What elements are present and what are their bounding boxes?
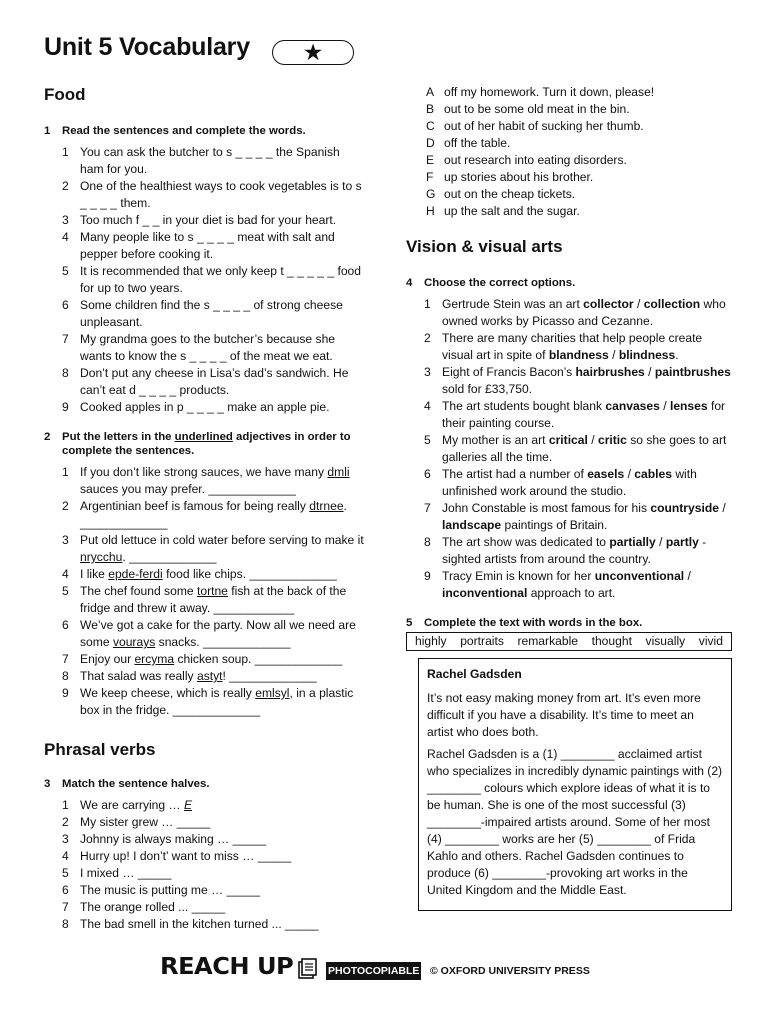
item-text-part: . _____________ [80,499,347,530]
ending-letter: H [426,204,435,218]
item-text-part: who owned works by Picasso and Cezanne. [442,297,726,328]
item-number: 4 [62,849,69,863]
list-item [44,651,366,668]
item-number: 8 [424,535,431,549]
option-b: cables [634,467,672,481]
item-text-part: with unfinished work around the studio. [442,467,697,498]
ending-text: out on the cheap tickets. [444,187,576,201]
list-item [406,534,736,568]
exercise-2-instruction [44,430,366,458]
item-text [80,797,366,814]
option-a: unconventional [594,569,685,583]
item-text-part: . [675,348,679,362]
ending-item [406,135,736,152]
item-number: 3 [424,365,431,379]
exercise-5-instruction [406,616,736,630]
option-separator: / [644,365,655,379]
word-box-word: portraits [460,634,504,648]
word-box-word: vivid [698,634,723,648]
item-text-part: Tracy Emin is known for her [442,569,595,583]
item-text [80,566,366,583]
item-text-part: Argentinian beef is famous for being really [80,499,310,513]
item-number: 9 [62,686,69,700]
item-text-part: Enjoy our [80,652,135,666]
item-text: You can ask the butcher to s _ _ _ _ the Spanish ham for you. [80,145,340,176]
list-item [406,364,736,398]
item-number: 3 [62,533,69,547]
anagram-word: ercyma [134,652,175,666]
item-text-part: The music is putting me … _____ [80,883,261,897]
list-item [44,848,366,865]
exercise-number: 1 [44,125,51,137]
reach-up-logo: REACH UP [160,954,294,980]
list-item [44,583,366,617]
item-text-part: John Constable is most famous for his [442,501,651,515]
item-number: 2 [62,815,69,829]
item-number: 5 [424,433,431,447]
item-text [442,500,736,534]
item-text [80,685,366,719]
word-box-word: thought [591,634,632,648]
option-separator: / [718,501,726,515]
item-text-part: We’ve got a cake for the party. Now all we need are some [80,618,356,649]
item-text-part: Put old lettuce in cold water before serving to make it [80,533,364,547]
ending-letter: A [426,85,435,99]
list-item [406,398,736,432]
item-text [442,398,736,432]
item-text-part: That salad was really [80,669,197,683]
item-text-part: Eight of Francis Bacon’s [442,365,576,379]
item-text-part: fish at the back of the fridge and threw it away. ____________ [80,584,347,615]
option-a: collector [583,297,634,311]
exercise-number: 5 [406,617,413,629]
option-b: collection [643,297,701,311]
item-number: 7 [62,652,69,666]
item-text [442,466,736,500]
item-text-part: sold for £33,750. [442,382,533,396]
exercise-4-list [406,296,736,602]
ending-text: up stories about his brother. [444,170,594,184]
item-text-part: I like [80,567,109,581]
ending-item [406,101,736,118]
item-number: 4 [62,567,69,581]
item-number: 7 [62,900,69,914]
exercise-1-list [44,144,366,416]
item-text [442,296,736,330]
list-item [406,330,736,364]
list-item [44,882,366,899]
item-text [80,848,366,865]
item-number: 1 [62,465,69,479]
list-item [406,500,736,534]
item-text [80,831,366,848]
item-text: One of the healthiest ways to cook vegetables is to s _ _ _ _ them. [80,179,362,210]
page-title: Unit 5 Vocabulary [44,33,250,61]
item-text-part: My sister grew … _____ [80,815,211,829]
item-text-part: The orange rolled ... _____ [80,900,226,914]
item-text: Cooked apples in p _ _ _ _ make an apple pie. [80,400,330,414]
instruction-text: Complete the text with words in the box. [424,617,643,629]
item-text [80,498,366,532]
list-item [44,297,366,331]
item-text [442,534,736,568]
list-item [406,432,736,466]
item-text-part: The chef found some [80,584,197,598]
instruction-part-underlined: underlined [174,431,233,443]
item-text [442,568,736,602]
notebook-icon [296,958,318,980]
item-text-part: approach to art. [527,586,616,600]
item-number: 5 [62,584,69,598]
left-column [44,80,366,933]
item-text-part: The art show was dedicated to [442,535,610,549]
item-number: 8 [62,366,69,380]
item-text [80,464,366,498]
item-number: 9 [62,400,69,414]
word-box-word: highly [415,634,447,648]
item-text-part: There are many charities that help people create visual art in spite of [442,331,703,362]
list-item [44,831,366,848]
list-item [44,865,366,882]
instruction-part: adjectives in order to complete the sentences. [62,431,351,457]
item-text-part: chicken soup. _____________ [174,652,343,666]
list-item [44,365,366,399]
list-item [406,296,736,330]
item-text [80,532,366,566]
item-text-part: Gertrude Stein was an art [442,297,584,311]
ending-item [406,203,736,220]
option-separator: / [655,535,666,549]
item-text [80,899,366,916]
section-heading-food: Food [44,85,86,104]
ending-text: off my homework. Turn it down, please! [444,85,655,99]
list-item [44,263,366,297]
ending-item [406,118,736,135]
item-number: 8 [62,669,69,683]
ending-letter: F [426,170,434,184]
list-item [44,814,366,831]
item-number: 2 [62,499,69,513]
instruction-part: Put the letters in the [62,431,175,443]
item-number: 6 [62,883,69,897]
exercise-3-endings [406,84,736,220]
item-text-part: If you don’t like strong sauces, we have many [80,465,328,479]
list-item [44,532,366,566]
option-separator: / [659,399,670,413]
item-text-part: so she goes to art galleries all the time. [442,433,727,464]
item-text-part: The bad smell in the kitchen turned ... _____ [80,917,319,931]
item-text-part: We keep cheese, which is really [80,686,256,700]
item-text: Don’t put any cheese in Lisa’s dad’s sandwich. He can’t eat d _ _ _ _ products. [80,366,349,397]
option-a: critical [548,433,588,447]
option-b: lenses [669,399,708,413]
item-number: 5 [62,264,69,278]
instruction-text: Read the sentences and complete the words. [62,125,306,137]
item-text-part: The art students bought blank [442,399,606,413]
option-separator: / [608,348,619,362]
item-text [442,364,736,398]
list-item [44,685,366,719]
ending-text: out of her habit of sucking her thumb. [444,119,644,133]
item-text-part: ! _____________ [222,669,317,683]
list-item [44,899,366,916]
list-item [44,797,366,814]
ending-item [406,169,736,186]
item-number: 5 [62,866,69,880]
option-b: paintbrushes [654,365,731,379]
ending-item [406,84,736,101]
ending-item [406,186,736,203]
item-text: Some children find the s _ _ _ _ of strong cheese unpleasant. [80,298,343,329]
ending-letter: D [426,136,435,150]
word-box-word: visually [645,634,686,648]
exercise-number: 3 [44,778,51,790]
anagram-word: dmli [327,465,350,479]
list-item [44,144,366,178]
item-number: 2 [62,179,69,193]
item-text [80,882,366,899]
ending-item [406,152,736,169]
list-item [44,399,366,416]
item-text: Many people like to s _ _ _ _ meat with salt and pepper before cooking it. [80,230,335,261]
item-text-part: sauces you may prefer. _____________ [80,482,296,496]
list-item [44,212,366,229]
item-text-part: We are carrying … [80,798,184,812]
item-number: 2 [424,331,431,345]
option-b: landscape [442,518,502,532]
anagram-word: tortne [196,584,228,598]
ending-letter: G [426,187,436,201]
text-paragraph-1: It’s not easy making money from art. It’s even more difficult if you have a disability. It’s time to meet an artist who does both. [427,691,701,739]
item-number: 7 [424,501,431,515]
ending-letter: C [426,119,435,133]
option-separator: / [587,433,598,447]
text-paragraph-2: Rachel Gadsden is a (1) ________ acclaimed artist who specializes in incredibly dynamic paintings with (2) ________ colours which explore ideas of what it is to be human. She is one of the most successful (3) ________-impaired artists around. Some of her most (4) ________ works are her (5) ________ of Frida Kahlo and others. Rachel Gadsden continues to produce (6) ________-provoking art works in the United Kingdom and the Middle East. [427,747,723,897]
item-number: 4 [62,230,69,244]
section-heading-phrasal-verbs: Phrasal verbs [44,740,156,759]
item-text-part: Hurry up! I don’t’ want to miss … _____ [80,849,292,863]
item-text-part: , in a plastic box in the fridge. _____________ [80,686,354,717]
item-text: It is recommended that we only keep t _ _ _ _ _ food for up to two years. [80,264,362,295]
anagram-word: epde-ferdi [108,567,163,581]
item-number: 4 [424,399,431,413]
text-title: Rachel Gadsden [427,667,522,681]
word-box-word: remarkable [517,634,578,648]
instruction-text: Match the sentence halves. [62,778,210,790]
item-text [80,814,366,831]
item-number: 6 [424,467,431,481]
list-item [44,916,366,933]
option-b: critic [597,433,627,447]
item-text-part: I mixed … _____ [80,866,172,880]
list-item [406,466,736,500]
item-text [80,865,366,882]
instruction-text: Choose the correct options. [424,277,576,289]
item-text: My grandma goes to the butcher’s because she wants to know the s _ _ _ _ of the meat we eat. [80,332,336,363]
list-item [44,617,366,651]
option-a: canvases [605,399,660,413]
list-item [44,229,366,263]
item-text [80,617,366,651]
option-a: countryside [650,501,719,515]
list-item [44,566,366,583]
item-text-part: The artist had a number of [442,467,588,481]
item-number: 6 [62,618,69,632]
ending-text: up the salt and the sugar. [444,204,580,218]
item-text-part: food like chips. _____________ [162,567,337,581]
option-a: hairbrushes [575,365,645,379]
item-text [442,330,736,364]
item-text-part: paintings of Britain. [501,518,608,532]
option-a: partially [609,535,656,549]
example-answer: E [183,798,193,812]
list-item [406,568,736,602]
reading-text-box [418,658,732,911]
item-text-part: Johnny is always making … _____ [80,832,267,846]
item-number: 1 [424,297,431,311]
option-separator: / [684,569,691,583]
item-text [442,432,736,466]
item-text: Too much f _ _ in your diet is bad for your heart. [80,213,337,227]
exercise-3-instruction [44,777,366,791]
item-number: 1 [62,798,69,812]
exercise-1-instruction [44,124,366,138]
anagram-word: vourays [112,635,156,649]
list-item [44,331,366,365]
photocopiable-label: PHOTOCOPIABLE [326,962,421,980]
list-item [44,178,366,212]
footer [160,954,640,984]
item-text-part: My mother is an art [442,433,549,447]
item-number: 7 [62,332,69,346]
exercise-3-list [44,797,366,933]
ending-text: out to be some old meat in the bin. [444,102,630,116]
item-text-part: . _____________ [122,550,217,564]
anagram-word: astyt [196,669,223,683]
ending-text: out research into eating disorders. [444,153,627,167]
ending-letter: B [426,102,435,116]
list-item [44,498,366,532]
option-b: blindness [618,348,676,362]
instruction-text [62,430,366,458]
item-text [80,651,366,668]
section-heading-vision: Vision & visual arts [406,237,563,256]
item-text [80,583,366,617]
item-text-part: snacks. _____________ [155,635,291,649]
exercise-number: 2 [44,431,51,443]
list-item [44,464,366,498]
star-icon: ★ [272,40,354,65]
item-text-part: for their painting course. [442,399,726,430]
item-text-part: -sighted artists from around the country. [442,535,707,566]
option-b: partly [665,535,699,549]
item-text [80,916,366,933]
publisher-label: © OXFORD UNIVERSITY PRESS [430,965,590,977]
word-box [406,632,732,651]
exercise-number: 4 [406,277,413,289]
exercise-4-instruction [406,276,736,290]
right-column [406,84,736,911]
option-separator: / [633,297,644,311]
item-text [80,668,366,685]
anagram-word: nrycchu [80,550,123,564]
item-number: 3 [62,832,69,846]
exercise-2-list [44,464,366,719]
option-a: easels [587,467,625,481]
ending-text: off the table. [444,136,511,150]
item-number: 6 [62,298,69,312]
anagram-word: emlsyl [255,686,290,700]
option-a: blandness [548,348,609,362]
item-number: 8 [62,917,69,931]
list-item [44,668,366,685]
item-number: 3 [62,213,69,227]
item-number: 9 [424,569,431,583]
item-number: 1 [62,145,69,159]
ending-letter: E [426,153,435,167]
option-separator: / [624,467,635,481]
option-b: inconventional [442,586,528,600]
anagram-word: dtrnee [309,499,344,513]
